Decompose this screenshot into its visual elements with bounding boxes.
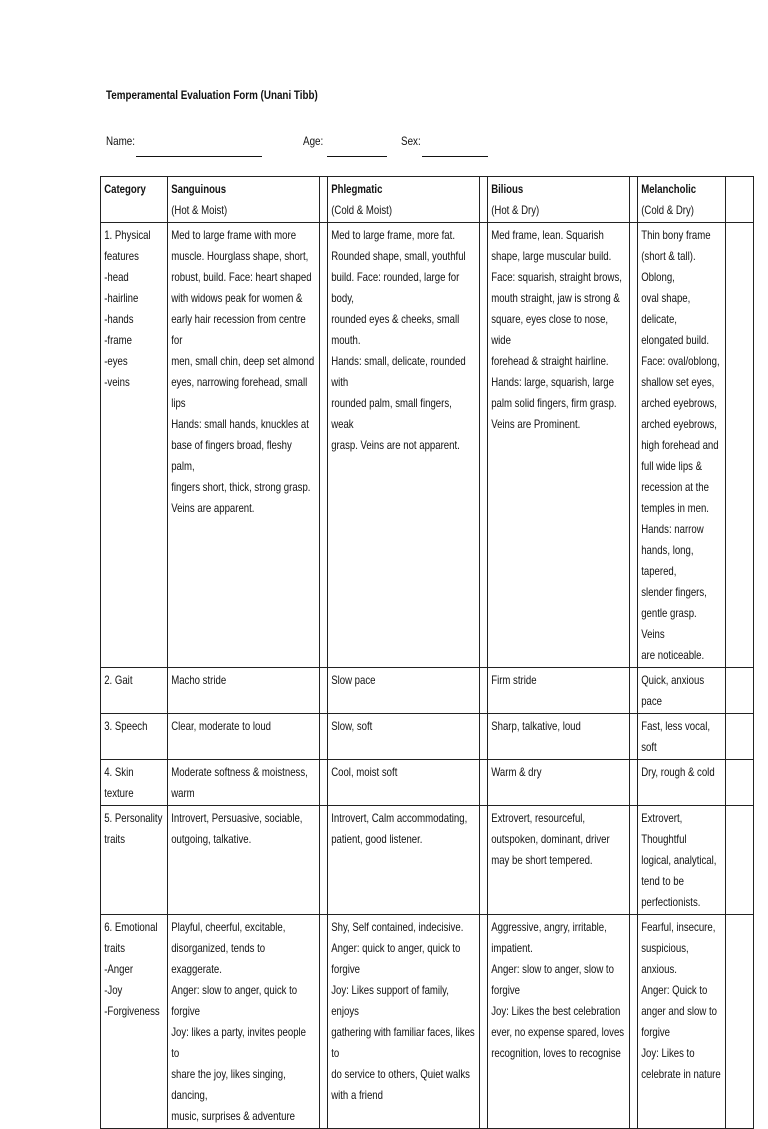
table-row-skin-texture xyxy=(101,760,754,806)
phlegmatic-header: Phlegmatic xyxy=(331,182,383,196)
cell-text: Aggressive, angry, irritable, impatient. Anger: slow to anger, slow to forgive Joy: Likes the best celebration ever, no expense spared, loves recognition, loves to recognise xyxy=(491,920,625,1060)
phlegmatic-subheader: (Cold & Moist) xyxy=(331,203,393,217)
cell-text: Med to large frame, more fat. Rounded shape, small, youthful build. Face: rounded, large for body, rounded eyes & cheeks, small mouth. Hands: small, delicate, rounded with rounded palm, small fingers, weak grasp. Veins are not apparent. xyxy=(331,228,466,452)
category-cell xyxy=(101,760,168,806)
phlegmatic-header-cell xyxy=(328,177,480,223)
cell-text: Quick, anxious pace xyxy=(641,673,705,708)
category-cell xyxy=(101,668,168,714)
cell-text: Med frame, lean. Squarish shape, large muscular build. Face: squarish, straight brows, mouth straight, jaw is strong & square, eyes close to nose, wide forehead & straight hairline. Hands: large, squarish, large palm solid fingers, firm grasp. Veins are Prominent. xyxy=(491,228,622,431)
name-field[interactable] xyxy=(136,156,262,157)
table-row-speech xyxy=(101,714,754,760)
melancholic-cell xyxy=(638,760,726,806)
category-text: 5. Personality traits xyxy=(104,811,163,846)
column-spacer xyxy=(630,806,638,915)
temperament-table xyxy=(100,176,754,1129)
phlegmatic-cell xyxy=(328,915,480,1129)
cell-text: Extrovert, Thoughtful logical, analytical, tend to be perfectionists. xyxy=(641,811,717,909)
column-spacer xyxy=(480,714,488,760)
category-text: 1. Physical features -head -hairline -hands -frame -eyes -veins xyxy=(104,228,151,389)
name-label: Name: xyxy=(106,134,135,148)
category-cell xyxy=(101,714,168,760)
bilious-header: Bilious xyxy=(491,182,524,196)
melancholic-header-cell xyxy=(638,177,726,223)
category-cell xyxy=(101,915,168,1129)
bilious-cell xyxy=(488,806,630,915)
sex-label: Sex: xyxy=(401,134,421,148)
column-spacer xyxy=(320,714,328,760)
cell-text: Warm & dry xyxy=(491,765,542,779)
cell-text: Med to large frame with more muscle. Hourglass shape, short, robust, build. Face: heart shaped with widows peak for women & early hair recession from centre for men, small chin, deep set almond eyes, narrowing forehead, small lips Hands: small hands, knuckles at base of fingers broad, fleshy palm, fingers short, thick, strong grasp. Veins are apparent. xyxy=(171,228,315,515)
column-spacer xyxy=(480,760,488,806)
melancholic-subheader: (Cold & Dry) xyxy=(641,203,695,217)
cell-text: Slow pace xyxy=(331,673,376,687)
column-spacer xyxy=(480,177,488,223)
column-spacer xyxy=(480,806,488,915)
column-spacer xyxy=(726,806,754,915)
column-spacer xyxy=(320,223,328,668)
phlegmatic-cell xyxy=(328,668,480,714)
sanguinous-cell xyxy=(168,668,320,714)
column-spacer xyxy=(320,915,328,1129)
bilious-cell xyxy=(488,223,630,668)
column-spacer xyxy=(320,806,328,915)
table-row-gait xyxy=(101,668,754,714)
age-label: Age: xyxy=(303,134,324,148)
column-spacer xyxy=(480,915,488,1129)
category-text: 2. Gait xyxy=(104,673,133,687)
cell-text: Cool, moist soft xyxy=(331,765,398,779)
phlegmatic-cell xyxy=(328,223,480,668)
column-spacer xyxy=(726,915,754,1129)
phlegmatic-cell xyxy=(328,806,480,915)
category-text: 6. Emotional traits -Anger -Joy -Forgiveness xyxy=(104,920,160,1018)
category-header-cell xyxy=(101,177,168,223)
category-text: 3. Speech xyxy=(104,719,148,733)
cell-text: Fearful, insecure, suspicious, anxious. Anger: Quick to anger and slow to forgive Joy: Likes to celebrate in nature xyxy=(641,920,721,1081)
sanguinous-subheader: (Hot & Moist) xyxy=(171,203,228,217)
column-spacer xyxy=(726,668,754,714)
cell-text: Moderate softness & moistness, warm xyxy=(171,765,308,800)
category-text: 4. Skin texture xyxy=(104,765,134,800)
cell-text: Playful, cheerful, excitable, disorganized, tends to exaggerate. Anger: slow to anger, quick to forgive Joy: likes a party, invites people to share the joy, likes singing, dancing, music, surprises & adventure xyxy=(171,920,307,1123)
cell-text: Firm stride xyxy=(491,673,537,687)
cell-text: Clear, moderate to loud xyxy=(171,719,271,733)
column-spacer xyxy=(630,177,638,223)
melancholic-cell xyxy=(638,223,726,668)
cell-text: Fast, less vocal, soft xyxy=(641,719,711,754)
melancholic-cell xyxy=(638,915,726,1129)
sanguinous-header: Sanguinous xyxy=(171,182,227,196)
sanguinous-cell xyxy=(168,806,320,915)
column-spacer xyxy=(480,668,488,714)
phlegmatic-cell xyxy=(328,714,480,760)
table-row-emotional-traits xyxy=(101,915,754,1129)
column-spacer xyxy=(630,714,638,760)
column-spacer xyxy=(630,223,638,668)
bilious-cell xyxy=(488,760,630,806)
cell-text: Thin bony frame (short & tall). Oblong, oval shape, delicate, elongated build. Face: oval/oblong, shallow set eyes, arched eyebrows, arched eyebrows, high forehead and full wide lips & recession at the temples in men. Hands: narrow hands, long, tapered, slender fingers, gentle grasp. Veins are noticeable. xyxy=(641,228,720,662)
column-spacer xyxy=(320,668,328,714)
cell-text: Dry, rough & cold xyxy=(641,765,715,779)
cell-text: Sharp, talkative, loud xyxy=(491,719,581,733)
column-spacer xyxy=(630,668,638,714)
table-row-physical-features xyxy=(101,223,754,668)
column-spacer xyxy=(320,177,328,223)
cell-text: Slow, soft xyxy=(331,719,373,733)
bilious-subheader: (Hot & Dry) xyxy=(491,203,540,217)
category-cell xyxy=(101,223,168,668)
cell-text: Shy, Self contained, indecisive. Anger: quick to anger, quick to forgive Joy: Likes support of family, enjoys gathering with familiar faces, likes to do service to others, Quiet walks with a friend xyxy=(331,920,475,1102)
column-spacer xyxy=(726,760,754,806)
sanguinous-cell xyxy=(168,760,320,806)
column-spacer xyxy=(320,760,328,806)
column-spacer xyxy=(726,223,754,668)
bilious-cell xyxy=(488,915,630,1129)
bilious-header-cell xyxy=(488,177,630,223)
column-spacer xyxy=(630,915,638,1129)
category-header: Category xyxy=(104,182,146,196)
column-spacer xyxy=(726,177,754,223)
category-cell xyxy=(101,806,168,915)
column-spacer xyxy=(480,223,488,668)
cell-text: Introvert, Persuasive, sociable, outgoing, talkative. xyxy=(171,811,303,846)
sanguinous-header-cell xyxy=(168,177,320,223)
phlegmatic-cell xyxy=(328,760,480,806)
melancholic-cell xyxy=(638,714,726,760)
melancholic-header: Melancholic xyxy=(641,182,697,196)
cell-text: Macho stride xyxy=(171,673,227,687)
melancholic-cell xyxy=(638,668,726,714)
cell-text: Extrovert, resourceful, outspoken, dominant, driver may be short tempered. xyxy=(491,811,610,867)
table-row-personality-traits xyxy=(101,806,754,915)
sanguinous-cell xyxy=(168,915,320,1129)
cell-text: Introvert, Calm accommodating, patient, good listener. xyxy=(331,811,468,846)
table-header-row xyxy=(101,177,754,223)
melancholic-cell xyxy=(638,806,726,915)
sanguinous-cell xyxy=(168,223,320,668)
age-field[interactable] xyxy=(327,156,387,157)
column-spacer xyxy=(630,760,638,806)
bilious-cell xyxy=(488,668,630,714)
column-spacer xyxy=(726,714,754,760)
form-title: Temperamental Evaluation Form (Unani Tibb) xyxy=(106,88,318,102)
sex-field[interactable] xyxy=(422,156,488,157)
bilious-cell xyxy=(488,714,630,760)
sanguinous-cell xyxy=(168,714,320,760)
